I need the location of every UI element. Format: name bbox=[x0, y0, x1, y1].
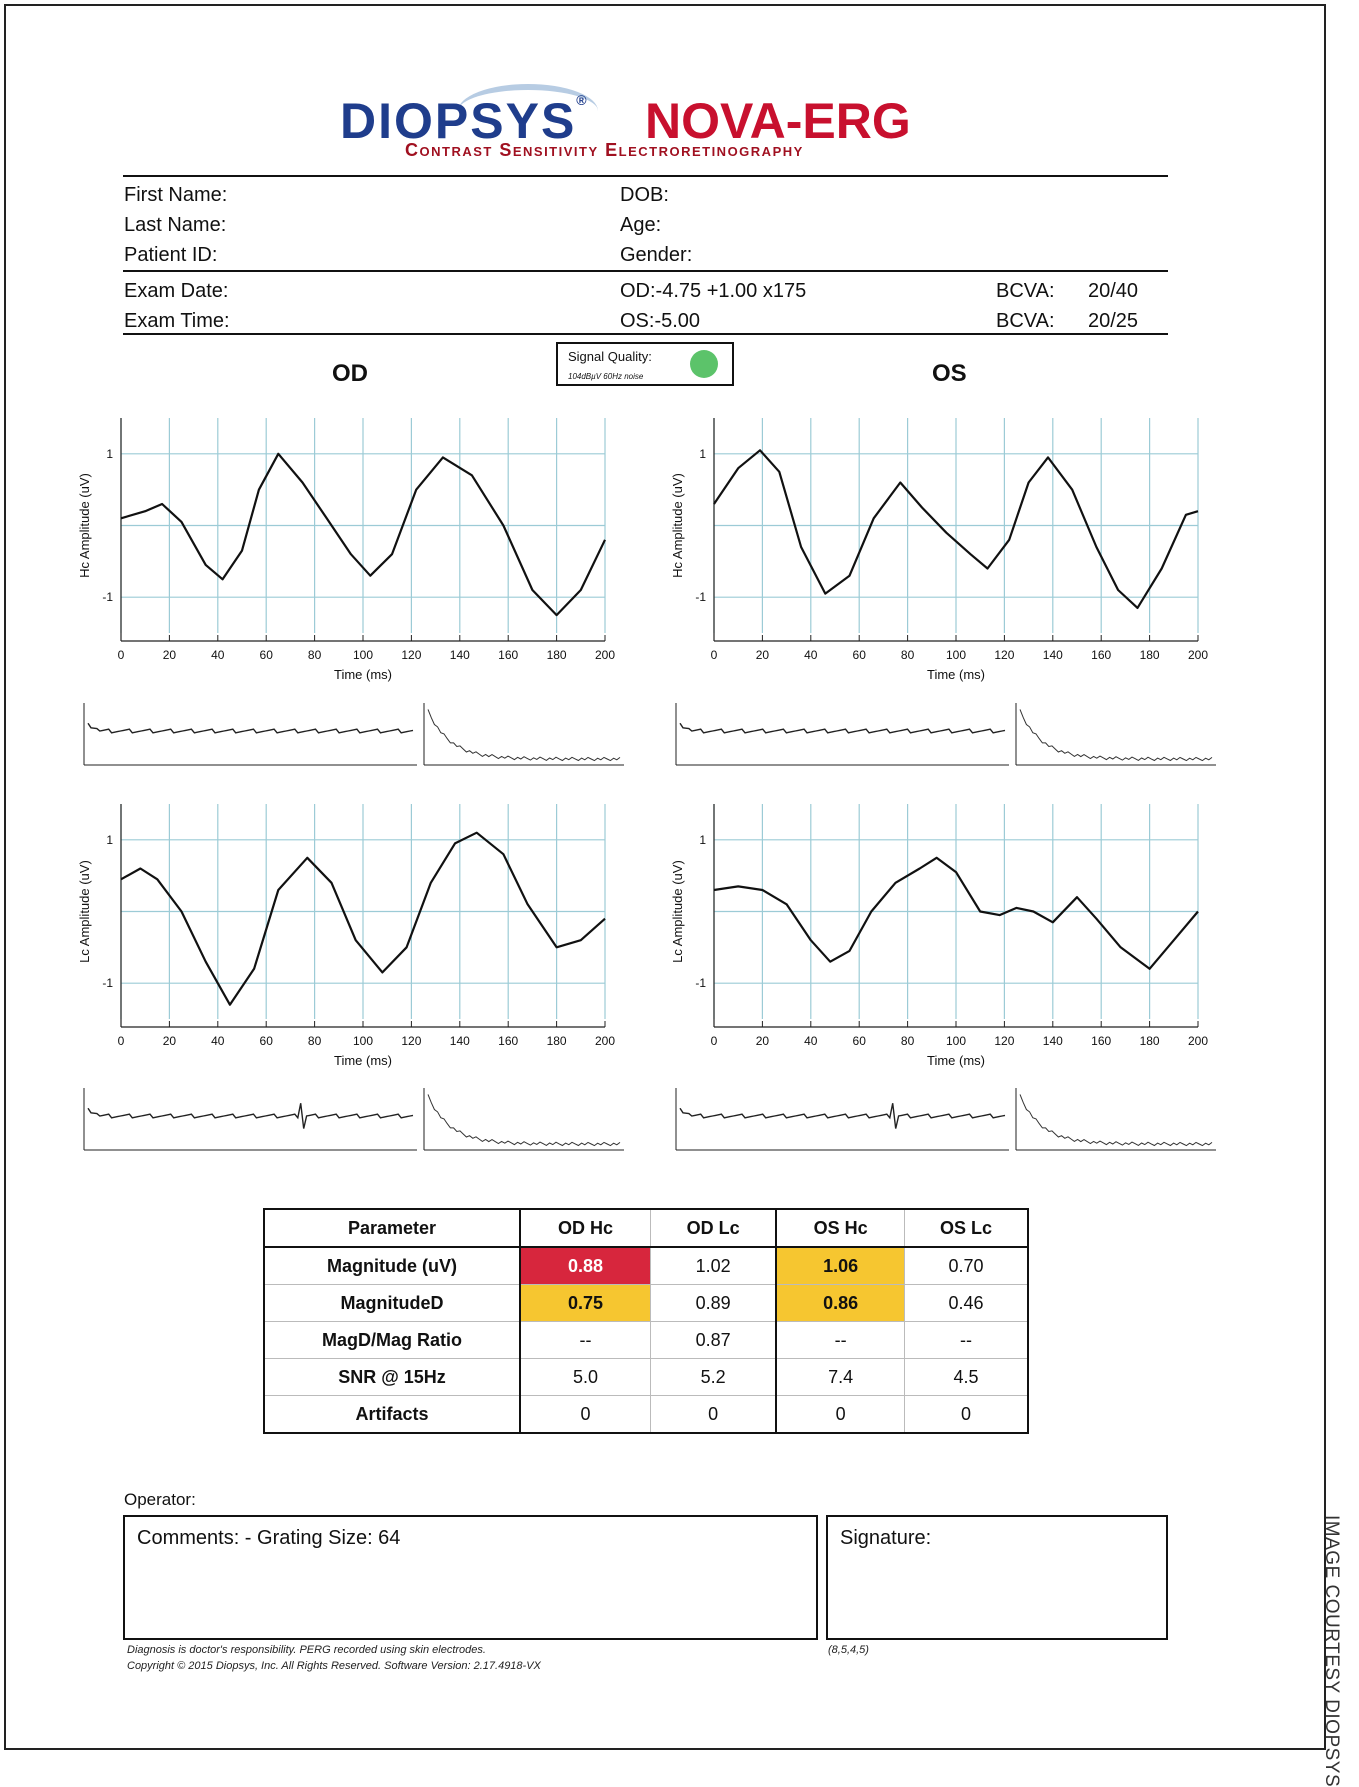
x-tick-label: 200 bbox=[1187, 648, 1209, 662]
od-bcva-value: 20/40 bbox=[1088, 280, 1139, 302]
x-tick-label: 180 bbox=[546, 1034, 567, 1048]
x-tick-label: 80 bbox=[307, 1034, 322, 1048]
x-tick-label: 40 bbox=[211, 648, 225, 662]
copyright: Copyright © 2015 Diopsys, Inc. All Rights Reserved. Software Version: 2.17.4918-VX bbox=[127, 1660, 541, 1672]
age-label: Age: bbox=[620, 214, 662, 236]
patient-id-label: Patient ID: bbox=[124, 244, 218, 266]
table-row bbox=[264, 1396, 1028, 1434]
od-heading: OD bbox=[332, 360, 368, 387]
row-label: SNR @ 15Hz bbox=[264, 1359, 520, 1396]
x-tick-label: 80 bbox=[307, 648, 322, 662]
image-credit: IMAGE COURTESY DIOPSYS bbox=[1321, 1515, 1342, 1787]
od-bcva-label: BCVA: bbox=[996, 280, 1055, 302]
table-cell: 0 bbox=[520, 1396, 650, 1434]
signal-quality-note: 104dBµV 60Hz noise bbox=[568, 372, 644, 381]
x-tick-label: 100 bbox=[945, 1034, 967, 1048]
y-tick-label: 1 bbox=[106, 446, 113, 461]
x-tick-label: 20 bbox=[755, 648, 770, 662]
strip-decay-trace bbox=[428, 709, 620, 760]
x-tick-label: 20 bbox=[755, 1034, 770, 1048]
x-tick-label: 100 bbox=[945, 648, 967, 662]
comments-text: Comments: - Grating Size: 64 bbox=[137, 1527, 401, 1549]
y-tick-label: -1 bbox=[102, 590, 113, 605]
table-header: OS Hc bbox=[776, 1209, 904, 1247]
last-name-label: Last Name: bbox=[124, 214, 227, 236]
x-tick-label: 140 bbox=[1042, 1034, 1063, 1048]
strip-raw-trace bbox=[88, 723, 413, 733]
y-axis-label: Lc Amplitude (uV) bbox=[77, 860, 92, 963]
dob-label: DOB: bbox=[620, 184, 669, 206]
y-axis-label: Hc Amplitude (uV) bbox=[670, 473, 685, 578]
os-refraction: OS:-5.00 bbox=[620, 310, 701, 332]
table-header: OD Hc bbox=[520, 1209, 650, 1247]
table-row bbox=[264, 1285, 1028, 1322]
od-refraction: OD:-4.75 +1.00 x175 bbox=[620, 280, 807, 302]
x-tick-label: 200 bbox=[594, 648, 616, 662]
x-tick-label: 40 bbox=[804, 648, 818, 662]
disclaimer: Diagnosis is doctor's responsibility. PERG recorded using skin electrodes. bbox=[127, 1644, 486, 1656]
os-bcva-label: BCVA: bbox=[996, 310, 1055, 332]
y-tick-label: -1 bbox=[695, 976, 706, 991]
table-cell: 7.4 bbox=[776, 1359, 904, 1396]
x-tick-label: 140 bbox=[1042, 648, 1063, 662]
row-label: Artifacts bbox=[264, 1396, 520, 1434]
x-tick-label: 60 bbox=[259, 648, 273, 662]
table-cell: 5.0 bbox=[520, 1359, 650, 1396]
x-tick-label: 120 bbox=[401, 648, 422, 662]
os-heading: OS bbox=[932, 360, 967, 387]
y-axis-label: Hc Amplitude (uV) bbox=[77, 473, 92, 578]
strip-decay-trace bbox=[1020, 1094, 1212, 1145]
x-axis-label: Time (ms) bbox=[333, 667, 393, 682]
report-code: (8,5,4,5) bbox=[828, 1644, 869, 1656]
x-tick-label: 200 bbox=[594, 1034, 616, 1048]
y-tick-label: -1 bbox=[102, 976, 113, 991]
os-bcva-value: 20/25 bbox=[1088, 310, 1139, 332]
table-cell: 0.88 bbox=[520, 1247, 650, 1285]
row-label: MagnitudeD bbox=[264, 1285, 520, 1322]
exam-time-label: Exam Time: bbox=[124, 310, 230, 332]
y-tick-label: -1 bbox=[695, 590, 706, 605]
table-cell: 5.2 bbox=[650, 1359, 776, 1396]
x-tick-label: 180 bbox=[1139, 648, 1160, 662]
signature-label: Signature: bbox=[840, 1527, 932, 1549]
x-tick-label: 0 bbox=[710, 648, 718, 662]
table-cell: 0 bbox=[650, 1396, 776, 1434]
strip-decay-trace bbox=[1020, 709, 1212, 760]
comments-box[interactable] bbox=[123, 1515, 818, 1640]
x-tick-label: 160 bbox=[1091, 648, 1112, 662]
first-name-label: First Name: bbox=[124, 184, 228, 206]
x-tick-label: 60 bbox=[852, 648, 866, 662]
x-tick-label: 120 bbox=[994, 1034, 1015, 1048]
table-cell: 0.46 bbox=[904, 1285, 1028, 1322]
x-tick-label: 180 bbox=[1139, 1034, 1160, 1048]
table-header: OD Lc bbox=[650, 1209, 776, 1247]
signal-quality-label: Signal Quality: bbox=[568, 349, 652, 364]
x-tick-label: 60 bbox=[852, 1034, 866, 1048]
table-cell: 1.06 bbox=[776, 1247, 904, 1285]
x-axis-label: Time (ms) bbox=[926, 667, 986, 682]
y-axis-label: Lc Amplitude (uV) bbox=[670, 860, 685, 963]
x-tick-label: 100 bbox=[352, 1034, 374, 1048]
table-cell: 0 bbox=[904, 1396, 1028, 1434]
x-tick-label: 100 bbox=[352, 648, 374, 662]
logo-tagline: Contrast Sensitivity Electroretinography bbox=[405, 140, 804, 160]
x-tick-label: 80 bbox=[900, 648, 915, 662]
logo-brand: DIOPSYS® bbox=[340, 92, 589, 149]
parameter-table bbox=[263, 1208, 1029, 1434]
row-label: Magnitude (uV) bbox=[264, 1247, 520, 1285]
x-tick-label: 60 bbox=[259, 1034, 273, 1048]
y-tick-label: 1 bbox=[699, 446, 706, 461]
x-tick-label: 140 bbox=[449, 1034, 470, 1048]
table-cell: 0.87 bbox=[650, 1322, 776, 1359]
strip-raw-trace bbox=[680, 1103, 1005, 1128]
table-row bbox=[264, 1247, 1028, 1285]
y-tick-label: 1 bbox=[106, 832, 113, 847]
table-cell: 0.75 bbox=[520, 1285, 650, 1322]
x-tick-label: 160 bbox=[498, 648, 519, 662]
x-tick-label: 80 bbox=[900, 1034, 915, 1048]
table-header: Parameter bbox=[264, 1209, 520, 1247]
signature-box[interactable] bbox=[826, 1515, 1168, 1640]
x-tick-label: 140 bbox=[449, 648, 470, 662]
x-tick-label: 40 bbox=[211, 1034, 225, 1048]
x-axis-label: Time (ms) bbox=[333, 1053, 393, 1068]
x-tick-label: 160 bbox=[498, 1034, 519, 1048]
table-cell: 0.86 bbox=[776, 1285, 904, 1322]
gender-label: Gender: bbox=[620, 244, 693, 266]
x-tick-label: 180 bbox=[546, 648, 567, 662]
y-tick-label: 1 bbox=[699, 832, 706, 847]
strip-raw-trace bbox=[680, 723, 1005, 733]
table-cell: 0.70 bbox=[904, 1247, 1028, 1285]
table-cell: -- bbox=[776, 1322, 904, 1359]
table-cell: 1.02 bbox=[650, 1247, 776, 1285]
x-tick-label: 40 bbox=[804, 1034, 818, 1048]
strip-raw-trace bbox=[88, 1103, 413, 1128]
x-tick-label: 120 bbox=[994, 648, 1015, 662]
x-tick-label: 120 bbox=[401, 1034, 422, 1048]
table-cell: -- bbox=[520, 1322, 650, 1359]
table-header-row bbox=[264, 1209, 1028, 1247]
operator-label: Operator: bbox=[124, 1490, 196, 1509]
x-tick-label: 20 bbox=[162, 648, 177, 662]
table-cell: 0 bbox=[776, 1396, 904, 1434]
x-tick-label: 200 bbox=[1187, 1034, 1209, 1048]
x-tick-label: 20 bbox=[162, 1034, 177, 1048]
x-tick-label: 160 bbox=[1091, 1034, 1112, 1048]
x-tick-label: 0 bbox=[117, 1034, 125, 1048]
x-axis-label: Time (ms) bbox=[926, 1053, 986, 1068]
x-tick-label: 0 bbox=[710, 1034, 718, 1048]
logo-product: NOVA-ERG bbox=[645, 93, 911, 149]
strip-decay-trace bbox=[428, 1094, 620, 1145]
exam-date-label: Exam Date: bbox=[124, 280, 229, 302]
table-cell: 4.5 bbox=[904, 1359, 1028, 1396]
table-row bbox=[264, 1359, 1028, 1396]
table-cell: -- bbox=[904, 1322, 1028, 1359]
row-label: MagD/Mag Ratio bbox=[264, 1322, 520, 1359]
table-header: OS Lc bbox=[904, 1209, 1028, 1247]
table-row bbox=[264, 1322, 1028, 1359]
table-cell: 0.89 bbox=[650, 1285, 776, 1322]
x-tick-label: 0 bbox=[117, 648, 125, 662]
